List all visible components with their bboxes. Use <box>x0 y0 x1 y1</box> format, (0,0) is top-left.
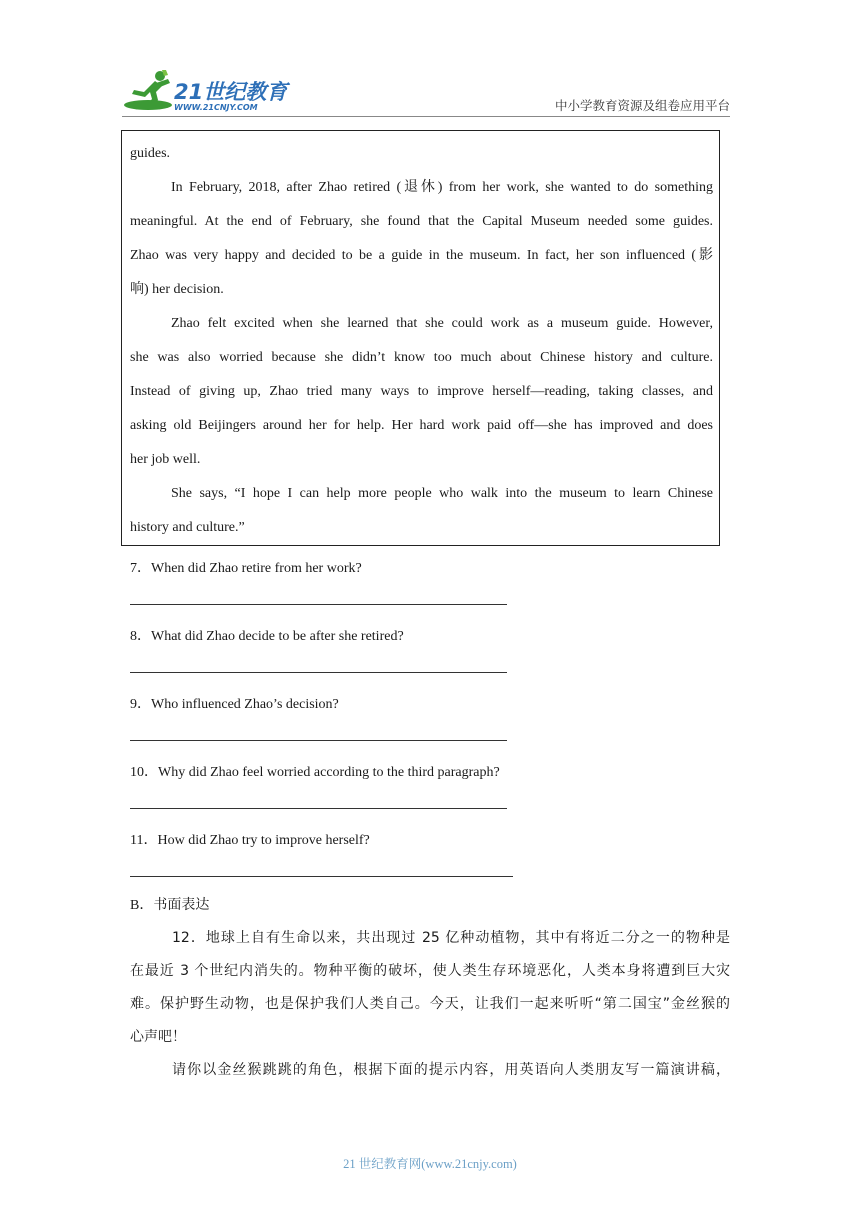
prompt-line: 请你以金丝猴跳跳的角色，根据下面的提示内容，用英语向人类朋友写一篇演讲稿， <box>172 1062 730 1078</box>
passage-line: In February, 2018, after Zhao retired (退休) from her work, she wanted to do something <box>171 180 713 195</box>
logo-url: WWW.21CNJY.COM <box>174 103 258 112</box>
reading-passage-box <box>121 130 720 546</box>
question-9: 9．Who influenced Zhao’s decision? <box>130 697 339 712</box>
passage-line: 响) her decision. <box>130 282 224 297</box>
question-10: 10．Why did Zhao feel worried according to the third paragraph? <box>130 765 500 780</box>
passage-line: Zhao felt excited when she learned that she could work as a museum guide. However, <box>171 316 713 331</box>
section-b-heading: B．书面表达 <box>130 898 210 913</box>
passage-line: She says, “I hope I can help more people who walk into the museum to learn Chinese <box>171 486 713 501</box>
site-logo <box>122 68 292 116</box>
answer-line-9[interactable] <box>130 740 507 741</box>
prompt-line: 12．地球上自有生命以来，共出现过 25 亿种动植物，其中有将近二分之一的物种是 <box>172 930 730 946</box>
prompt-line: 难。保护野生动物，也是保护我们人类自己。今天，让我们一起来听听“第二国宝”金丝猴的 <box>130 996 730 1012</box>
passage-line: her job well. <box>130 452 201 467</box>
passage-line: she was also worried because she didn’t know too much about Chinese history and culture. <box>130 350 713 365</box>
question-8: 8．What did Zhao decide to be after she retired? <box>130 629 404 644</box>
passage-line: history and culture.” <box>130 520 245 535</box>
passage-line: meaningful. At the end of February, she found that the Capital Museum needed some guides. <box>130 214 713 229</box>
passage-line: asking old Beijingers around her for help. Her hard work paid off—she has improved and does <box>130 418 713 433</box>
logo-wordmark: 21世纪教育 <box>174 80 288 104</box>
answer-line-11[interactable] <box>130 876 513 877</box>
answer-line-10[interactable] <box>130 808 507 809</box>
writing-prompt <box>130 924 730 1089</box>
footer-link[interactable]: 21 世纪教育网(www.21cnjy.com) <box>343 1157 517 1171</box>
prompt-line: 在最近 3 个世纪内消失的。物种平衡的破坏，使人类生存环境恶化，人类本身将遭到巨大灾 <box>130 963 730 979</box>
question-7: 7．When did Zhao retire from her work? <box>130 561 362 576</box>
passage-line: guides. <box>130 146 171 161</box>
prompt-line: 心声吧！ <box>130 1029 186 1045</box>
answer-line-7[interactable] <box>130 604 507 605</box>
answer-line-8[interactable] <box>130 672 507 673</box>
passage-line: Zhao was very happy and decided to be a guide in the museum. In fact, her son influenced (影 <box>130 248 713 263</box>
platform-title: 中小学教育资源及组卷应用平台 <box>554 99 730 113</box>
header-divider <box>122 116 730 117</box>
runner-logo-icon <box>122 68 292 116</box>
passage-line: Instead of giving up, Zhao tried many ways to improve herself—reading, taking classes, and <box>130 384 713 399</box>
question-11: 11．How did Zhao try to improve herself? <box>130 833 370 848</box>
